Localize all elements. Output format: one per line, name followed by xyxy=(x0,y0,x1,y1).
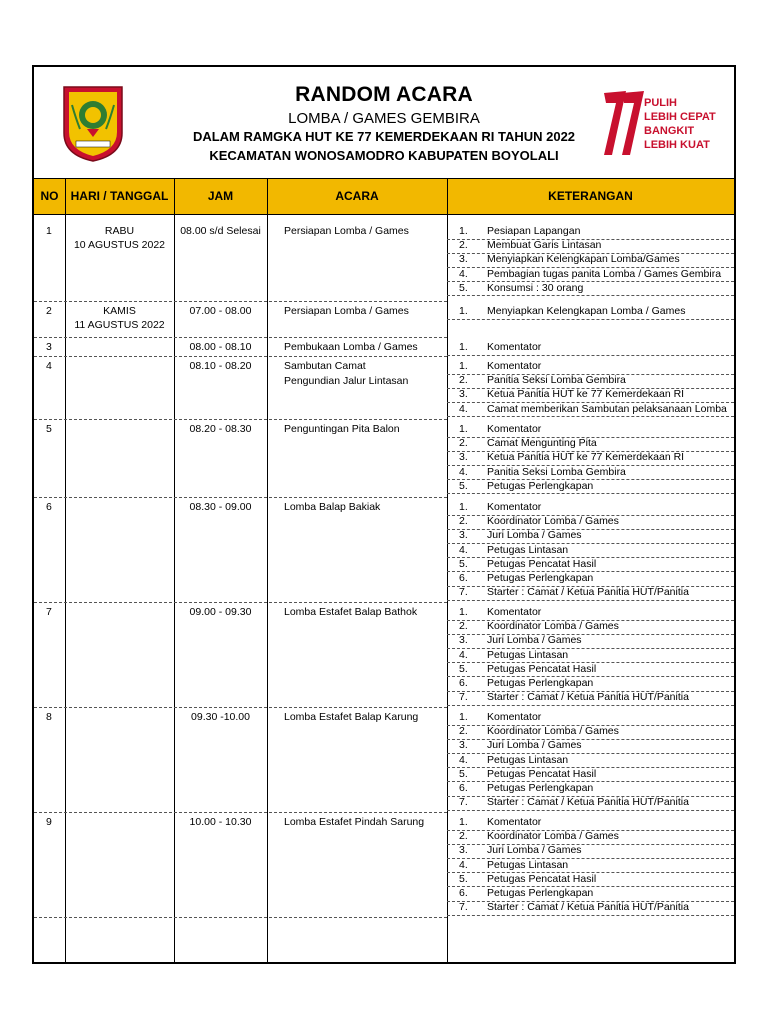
column-divider xyxy=(65,179,66,962)
keterangan-item-number: 2. xyxy=(459,437,468,450)
keterangan-item-number: 1. xyxy=(459,225,468,237)
keterangan-item xyxy=(447,501,541,513)
row-event: Persiapan Lomba / Games xyxy=(284,305,409,317)
hut-77-mark-icon xyxy=(602,89,644,159)
keterangan-item-number: 5. xyxy=(459,479,468,492)
keterangan-item-text: Juri Lomba / Games xyxy=(487,634,582,647)
row-divider xyxy=(34,707,447,708)
keterangan-item-text: Petugas Pencatat Hasil xyxy=(487,557,597,570)
keterangan-item-text: Membuat Garis Lintasan xyxy=(487,239,602,252)
keterangan-item-text: Komentator xyxy=(487,423,542,435)
keterangan-item-number: 5. xyxy=(459,662,468,675)
keterangan-item xyxy=(447,466,626,478)
keterangan-item xyxy=(447,620,619,632)
keterangan-item-text: Camat Mengunting Pita xyxy=(487,437,597,450)
keterangan-item-number: 4. xyxy=(459,267,468,280)
keterangan-item-text: Petugas Lintasan xyxy=(487,543,569,556)
row-day: KAMIS xyxy=(103,305,136,317)
row-time: 08.10 - 08.20 xyxy=(189,360,252,372)
keterangan-item-text: Juri Lomba / Games xyxy=(487,739,582,752)
keterangan-item-number: 2. xyxy=(459,374,468,387)
keterangan-item-text: Starter : Camat / Ketua Panitia HUT/Panitia xyxy=(487,691,689,704)
keterangan-item xyxy=(447,282,583,294)
keterangan-item xyxy=(447,634,582,646)
document-context-line: DALAM RAMGKA HUT KE 77 KEMERDEKAAN RI TAHUN 2022 xyxy=(192,129,576,144)
keterangan-item-number: 3. xyxy=(459,529,468,542)
row-divider xyxy=(34,419,447,420)
keterangan-item-number: 1. xyxy=(459,711,468,723)
keterangan-item-number: 4. xyxy=(459,858,468,871)
keterangan-item-text: Petugas Lintasan xyxy=(487,648,569,661)
row-number: 8 xyxy=(46,711,52,723)
keterangan-item-text: Petugas Perlengkapan xyxy=(487,677,594,689)
row-time: 10.00 - 10.30 xyxy=(189,816,252,828)
document-title: RANDOM ACARA xyxy=(295,83,473,106)
row-divider xyxy=(34,917,447,918)
keterangan-item xyxy=(447,830,619,842)
keterangan-item-text: Panitia Seksi Lomba Gembira xyxy=(487,374,626,387)
column-header-keterangan: KETERANGAN xyxy=(548,189,633,203)
schedule-sheet xyxy=(32,65,736,964)
keterangan-item-text: Ketua Panitia HUT ke 77 Kemerdekaan RI xyxy=(487,388,685,401)
keterangan-item-text: Juri Lomba / Games xyxy=(487,529,582,542)
keterangan-item-text: Petugas Perlengkapan xyxy=(487,887,594,899)
keterangan-item xyxy=(447,586,689,598)
keterangan-item-text: Petugas Pencatat Hasil xyxy=(487,662,597,675)
keterangan-item-number: 3. xyxy=(459,844,468,857)
keterangan-item-text: Panitia Seksi Lomba Gembira xyxy=(487,465,626,478)
keterangan-item-text: Komentator xyxy=(487,816,542,828)
row-event: Lomba Estafet Balap Karung xyxy=(284,711,419,723)
keterangan-item-number: 2. xyxy=(459,725,468,738)
keterangan-item xyxy=(447,268,721,280)
keterangan-item-text: Petugas Perlengkapan xyxy=(487,782,594,794)
keterangan-item-number: 3. xyxy=(459,739,468,752)
row-number: 2 xyxy=(46,305,52,317)
table-header-row xyxy=(34,179,734,215)
document-location-line: KECAMATAN WONOSAMODRO KABUPATEN BOYOLALI xyxy=(209,148,559,163)
column-header-acara: ACARA xyxy=(335,189,379,203)
row-number: 6 xyxy=(46,501,52,513)
keterangan-divider xyxy=(447,416,734,417)
row-divider xyxy=(34,602,447,603)
keterangan-item-number: 3. xyxy=(459,253,468,266)
column-divider xyxy=(174,179,175,962)
keterangan-item-text: Camat memberikan Sambutan pelaksanaan Lomba xyxy=(487,402,727,415)
keterangan-item-text: Petugas Pencatat Hasil xyxy=(487,767,597,780)
row-number: 9 xyxy=(46,816,52,828)
keterangan-item-text: Petugas Perlengkapan xyxy=(487,572,594,584)
keterangan-item-number: 3. xyxy=(459,634,468,647)
keterangan-item-number: 1. xyxy=(459,423,468,435)
keterangan-item-text: Starter : Camat / Ketua Panitia HUT/Panitia xyxy=(487,796,689,809)
keterangan-item xyxy=(447,859,568,871)
keterangan-item xyxy=(447,225,580,237)
keterangan-item xyxy=(447,677,593,689)
keterangan-item xyxy=(447,725,619,737)
keterangan-item-text: Starter : Camat / Ketua Panitia HUT/Panitia xyxy=(487,901,689,914)
hut-77-logo xyxy=(602,89,734,159)
row-divider xyxy=(34,812,447,813)
keterangan-item-text: Menyiapkan Kelengkapan Lomba / Games xyxy=(487,305,686,317)
keterangan-item-text: Koordinator Lomba / Games xyxy=(487,620,619,633)
keterangan-item-text: Juri Lomba / Games xyxy=(487,844,582,857)
keterangan-item-number: 3. xyxy=(459,451,468,464)
keterangan-item-number: 4. xyxy=(459,648,468,661)
row-event: Persiapan Lomba / Games xyxy=(284,225,409,237)
keterangan-item-number: 5. xyxy=(459,767,468,780)
keterangan-item xyxy=(447,388,684,400)
row-time: 08.20 - 08.30 xyxy=(189,423,252,435)
keterangan-divider xyxy=(447,295,734,296)
row-event: Penguntingan Pita Balon xyxy=(284,423,400,435)
row-divider xyxy=(34,301,447,302)
keterangan-item-number: 1. xyxy=(459,360,468,372)
row-number: 5 xyxy=(46,423,52,435)
keterangan-item-number: 7. xyxy=(459,586,468,599)
keterangan-item-number: 4. xyxy=(459,543,468,556)
keterangan-item xyxy=(447,901,689,913)
keterangan-item xyxy=(447,663,596,675)
row-event: Lomba Estafet Balap Bathok xyxy=(284,606,418,618)
keterangan-item xyxy=(447,887,593,899)
keterangan-item-text: Starter : Camat / Ketua Panitia HUT/Panitia xyxy=(487,586,689,599)
keterangan-item-text: Petugas Lintasan xyxy=(487,858,569,871)
keterangan-item-text: Petugas Lintasan xyxy=(487,753,569,766)
row-time: 08.00 s/d Selesai xyxy=(180,225,261,237)
keterangan-item xyxy=(447,649,568,661)
row-event: Lomba Balap Bakiak xyxy=(284,501,381,513)
keterangan-divider xyxy=(447,493,734,494)
keterangan-item-text: Komentator xyxy=(487,341,542,353)
keterangan-item xyxy=(447,782,593,794)
keterangan-item-number: 2. xyxy=(459,239,468,252)
keterangan-item xyxy=(447,739,582,751)
document-header xyxy=(34,67,734,179)
keterangan-item-number: 1. xyxy=(459,501,468,513)
row-time: 08.00 - 08.10 xyxy=(189,341,252,353)
keterangan-item-number: 6. xyxy=(459,887,468,899)
row-time: 09.30 -10.00 xyxy=(191,711,250,723)
keterangan-item-number: 1. xyxy=(459,341,468,353)
row-event: Pengundian Jalur Lintasan xyxy=(284,375,409,387)
keterangan-item-number: 6. xyxy=(459,782,468,794)
keterangan-item xyxy=(447,572,593,584)
keterangan-item-text: Pembagian tugas panita Lomba / Games Gembira xyxy=(487,267,722,280)
document-subtitle: LOMBA / GAMES GEMBIRA xyxy=(288,110,480,127)
row-event: Lomba Estafet Pindah Sarung xyxy=(284,816,425,828)
keterangan-item-text: Petugas Pencatat Hasil xyxy=(487,872,597,885)
row-day: RABU xyxy=(104,225,135,237)
keterangan-item xyxy=(447,305,685,317)
keterangan-item-number: 2. xyxy=(459,830,468,843)
keterangan-item-text: Koordinator Lomba / Games xyxy=(487,725,619,738)
keterangan-item-number: 6. xyxy=(459,572,468,584)
row-time: 09.00 - 09.30 xyxy=(189,606,252,618)
keterangan-item-text: Pesiapan Lapangan xyxy=(487,225,581,237)
keterangan-item-text: Ketua Panitia HUT ke 77 Kemerdekaan RI xyxy=(487,451,685,464)
row-event: Sambutan Camat xyxy=(284,360,366,372)
keterangan-item xyxy=(447,544,568,556)
keterangan-item-number: 5. xyxy=(459,872,468,885)
hut-77-slogan: PULIH LEBIH CEPAT BANGKIT LEBIH KUAT xyxy=(644,97,716,151)
keterangan-item xyxy=(447,754,568,766)
keterangan-item xyxy=(447,816,541,828)
keterangan-item xyxy=(447,844,582,856)
row-number: 7 xyxy=(46,606,52,618)
keterangan-item xyxy=(447,515,619,527)
keterangan-item-number: 1. xyxy=(459,305,468,317)
keterangan-item xyxy=(447,711,541,723)
keterangan-item-text: Konsumsi : 30 orang xyxy=(487,281,584,294)
row-number: 1 xyxy=(46,225,52,237)
keterangan-item-number: 3. xyxy=(459,388,468,401)
row-time: 07.00 - 08.00 xyxy=(189,305,252,317)
keterangan-item xyxy=(447,451,684,463)
row-divider xyxy=(34,497,447,498)
keterangan-item-number: 4. xyxy=(459,402,468,415)
keterangan-item-number: 4. xyxy=(459,753,468,766)
keterangan-item-number: 5. xyxy=(459,281,468,294)
keterangan-item xyxy=(447,360,541,372)
row-divider xyxy=(34,356,447,357)
keterangan-item xyxy=(447,691,689,703)
keterangan-item xyxy=(447,253,680,265)
keterangan-item-text: Komentator xyxy=(487,501,542,513)
keterangan-item-text: Koordinator Lomba / Games xyxy=(487,515,619,528)
keterangan-item-number: 7. xyxy=(459,691,468,704)
keterangan-item xyxy=(447,606,541,618)
row-time: 08.30 - 09.00 xyxy=(189,501,252,513)
row-number: 4 xyxy=(46,360,52,372)
keterangan-item-text: Menyiapkan Kelengkapan Lomba/Games xyxy=(487,253,680,266)
keterangan-item xyxy=(447,796,689,808)
keterangan-item-number: 7. xyxy=(459,796,468,809)
keterangan-divider xyxy=(447,810,734,811)
keterangan-item-number: 2. xyxy=(459,620,468,633)
keterangan-item-text: Petugas Perlengkapan xyxy=(487,479,594,492)
keterangan-item xyxy=(447,768,596,780)
keterangan-item xyxy=(447,437,597,449)
keterangan-item-number: 1. xyxy=(459,606,468,618)
keterangan-item-text: Komentator xyxy=(487,360,542,372)
keterangan-item xyxy=(447,480,593,492)
keterangan-divider xyxy=(447,915,734,916)
column-header-no: NO xyxy=(40,189,59,203)
row-date: 11 AGUSTUS 2022 xyxy=(74,319,165,331)
keterangan-item-number: 1. xyxy=(459,816,468,828)
keterangan-item-number: 4. xyxy=(459,465,468,478)
row-date: 10 AGUSTUS 2022 xyxy=(73,239,166,251)
keterangan-item xyxy=(447,558,596,570)
keterangan-item-text: Komentator xyxy=(487,711,542,723)
column-header-hari-tanggal: HARI / TANGGAL xyxy=(70,189,169,203)
keterangan-item-number: 2. xyxy=(459,515,468,528)
column-header-jam: JAM xyxy=(207,189,234,203)
row-number: 3 xyxy=(46,341,52,353)
row-divider xyxy=(34,337,447,338)
keterangan-item xyxy=(447,374,626,386)
keterangan-divider xyxy=(447,355,734,356)
keterangan-divider xyxy=(447,705,734,706)
keterangan-item xyxy=(447,873,596,885)
keterangan-item xyxy=(447,403,727,415)
keterangan-item xyxy=(447,529,582,541)
keterangan-item-text: Komentator xyxy=(487,606,542,618)
row-event: Pembukaan Lomba / Games xyxy=(284,341,418,353)
column-divider xyxy=(267,179,268,962)
keterangan-item-number: 6. xyxy=(459,677,468,689)
keterangan-item-number: 5. xyxy=(459,557,468,570)
keterangan-item-number: 7. xyxy=(459,901,468,914)
keterangan-divider xyxy=(447,600,734,601)
keterangan-divider xyxy=(447,319,734,320)
keterangan-item-text: Koordinator Lomba / Games xyxy=(487,830,619,843)
keterangan-item xyxy=(447,341,541,353)
keterangan-item xyxy=(447,423,541,435)
keterangan-item xyxy=(447,239,601,251)
